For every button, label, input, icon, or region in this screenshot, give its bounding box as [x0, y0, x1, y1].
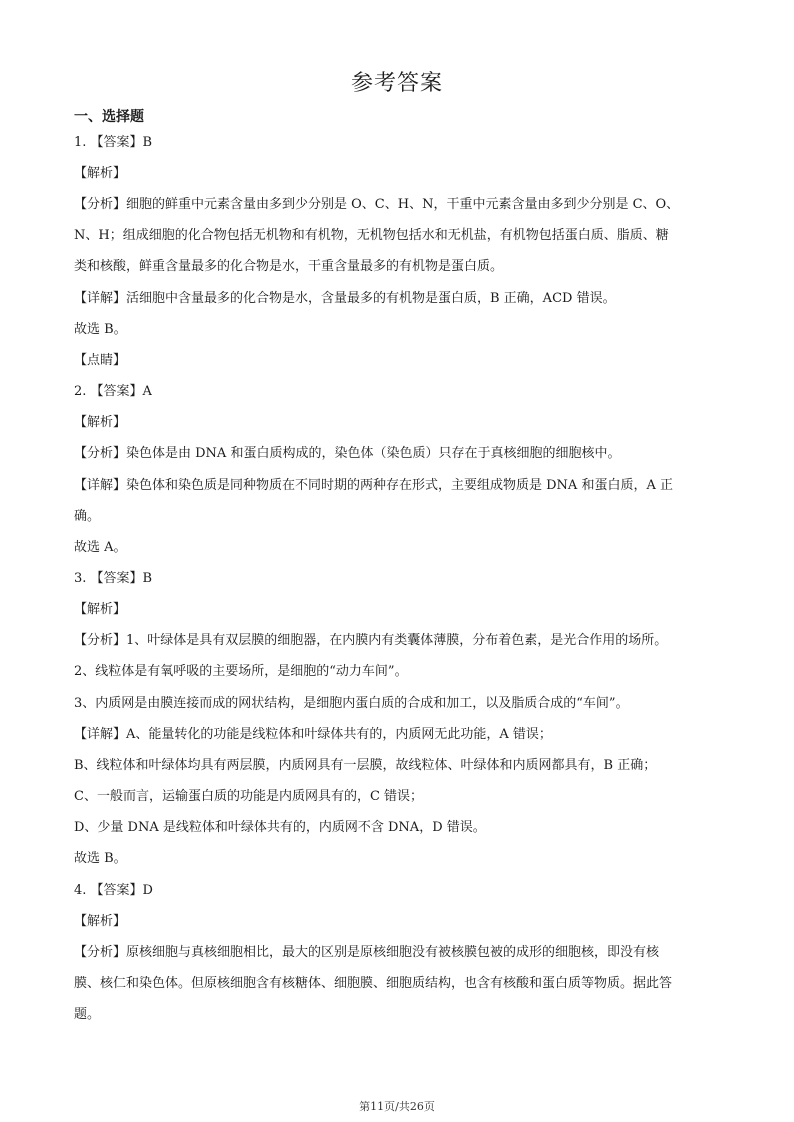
text-line: 【分析】原核细胞与真核细胞相比，最大的区别是原核细胞没有被核膜包被的成形的细胞核，即没有核 [74, 945, 660, 960]
text-line: 故选 B。 [74, 322, 127, 337]
text-line: 3、内质网是由膜连接而成的网状结构，是细胞内蛋白质的合成和加工，以及脂质合成的“车间”。 [74, 696, 629, 711]
text-line: 【分析】1、叶绿体是具有双层膜的细胞器，在内膜内有类囊体薄膜，分布着色素，是光合作用的场所。 [74, 633, 668, 648]
text-line: 【点睛】 [74, 353, 127, 368]
section-heading: 一、选择题 [74, 109, 144, 125]
text-line: 4. 【答案】D [74, 883, 153, 898]
text-line: 【解析】 [74, 166, 127, 181]
text-line: 【解析】 [74, 602, 127, 617]
text-line: C、一般而言，运输蛋白质的功能是内质网具有的，C 错误； [74, 789, 424, 804]
text-line: 确。 [74, 509, 101, 524]
page-number-footer: 第11页/共26页 [359, 1100, 435, 1113]
text-line: 【详解】染色体和染色质是同种物质在不同时期的两种存在形式，主要组成物质是 DNA 和蛋白质，A 正 [74, 478, 673, 493]
text-line: 3. 【答案】B [74, 571, 153, 586]
text-line: D、少量 DNA 是线粒体和叶绿体共有的，内质网不含 DNA，D 错误。 [74, 820, 486, 835]
text-line: N、H；组成细胞的化合物包括无机物和有机物，无机物包括水和无机盐，有机物包括蛋白质、脂质、糖 [74, 228, 669, 243]
text-line: B、线粒体和叶绿体均具有两层膜，内质网具有一层膜，故线粒体、叶绿体和内质网都具有，B 正确； [74, 758, 657, 773]
text-line: 题。 [74, 1007, 101, 1022]
text-line: 【解析】 [74, 914, 127, 929]
text-line: 【详解】A、能量转化的功能是线粒体和叶绿体共有的，内质网无此功能，A 错误； [74, 727, 552, 742]
text-line: 【解析】 [74, 415, 127, 430]
text-line: 类和核酸，鲜重含量最多的化合物是水，干重含量最多的有机物是蛋白质。 [74, 259, 504, 274]
text-line: 膜、核仁和染色体。但原核细胞含有核糖体、细胞膜、细胞质结构，也含有核酸和蛋白质等物质。据此答 [74, 976, 673, 991]
text-line: 2. 【答案】A [74, 384, 152, 399]
page-title: 参考答案 [350, 71, 443, 96]
text-line: 【分析】染色体是由 DNA 和蛋白质构成的，染色体（染色质）只存在于真核细胞的细胞核中。 [74, 446, 621, 461]
text-line: 故选 A。 [74, 540, 127, 555]
text-line: 1. 【答案】B [74, 135, 153, 150]
text-line: 【详解】活细胞中含量最多的化合物是水，含量最多的有机物是蛋白质，B 正确，ACD 错误。 [74, 291, 616, 306]
text-line: 故选 B。 [74, 851, 127, 866]
text-line: 2、线粒体是有氧呼吸的主要场所，是细胞的“动力车间”。 [74, 664, 408, 679]
text-line: 【分析】细胞的鲜重中元素含量由多到少分别是 O、C、H、N，干重中元素含量由多到少分别是 C、O、 [74, 197, 680, 212]
